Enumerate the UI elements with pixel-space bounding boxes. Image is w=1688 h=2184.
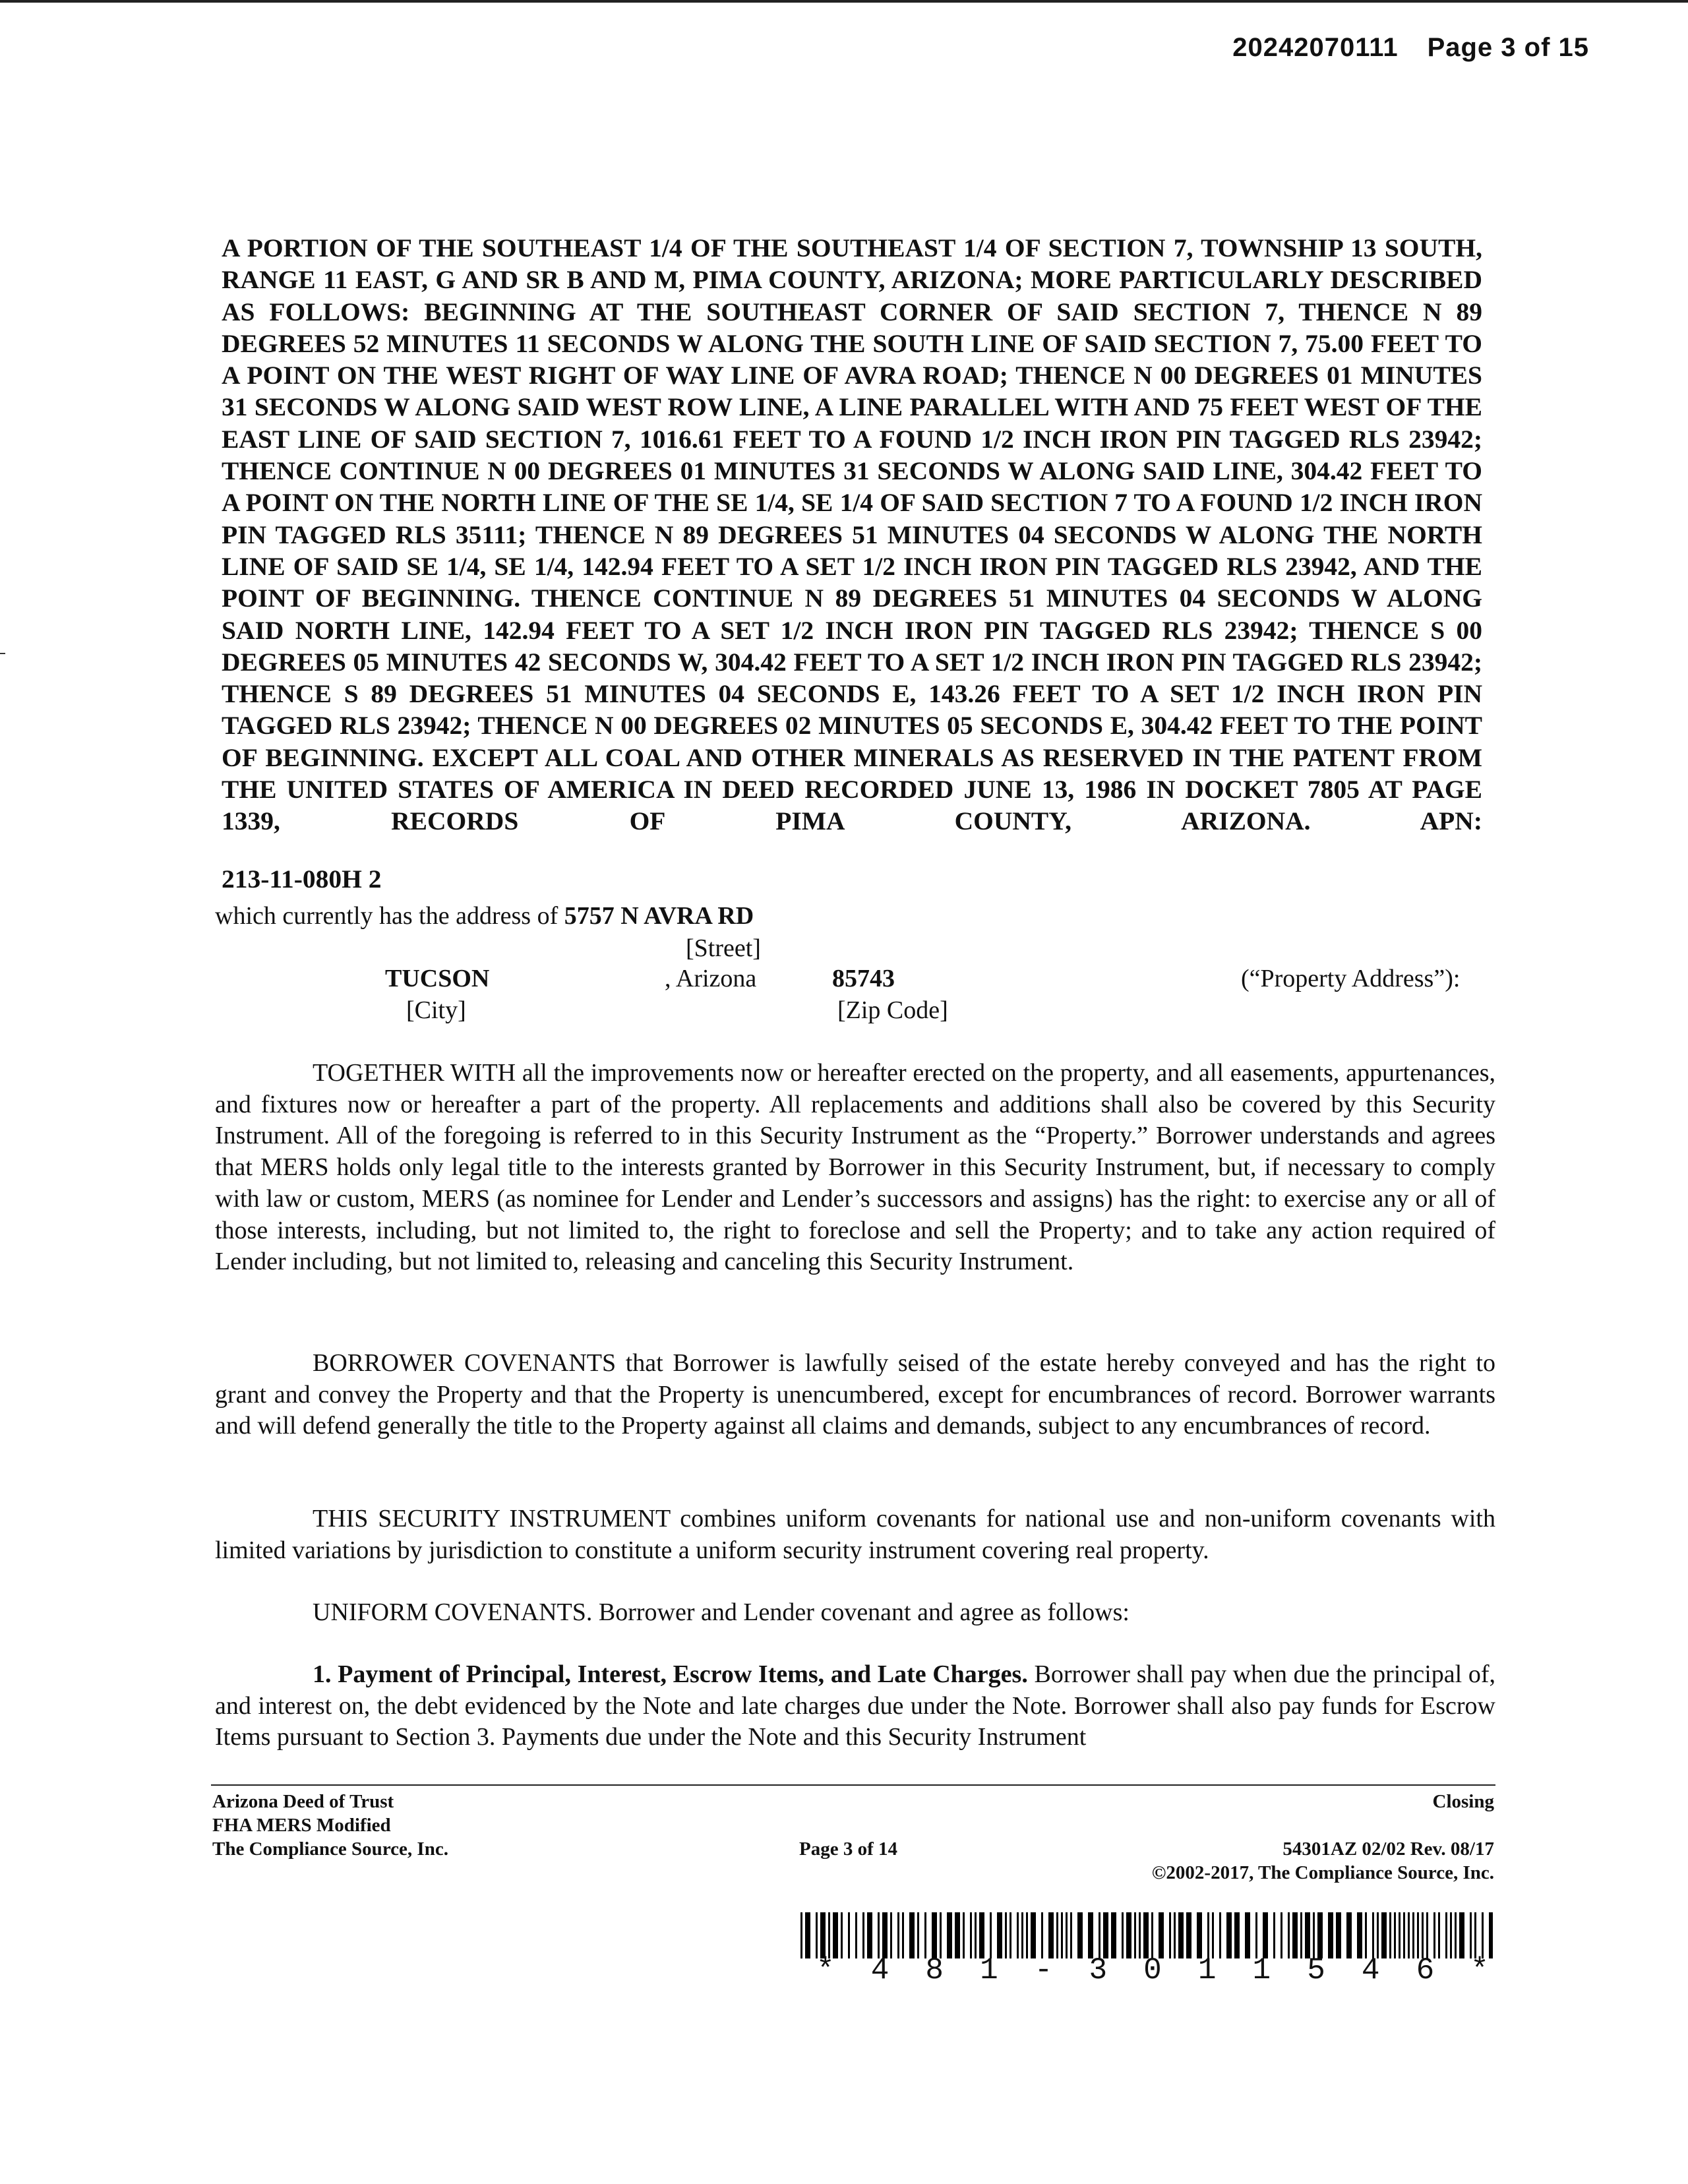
borrower-covenants-paragraph [215, 1348, 1495, 1442]
barcode-char: 1 [980, 1953, 998, 1987]
barcode-char: * [1470, 1953, 1489, 1987]
barcode-bar [1005, 1912, 1007, 1958]
footer-company: The Compliance Source, Inc. [212, 1838, 448, 1860]
barcode-bar [1288, 1912, 1290, 1958]
barcode-bar [1048, 1912, 1054, 1958]
barcode-char: 1 [1252, 1953, 1271, 1987]
zip-label: [Zip Code] [837, 996, 948, 1024]
barcode-bar [1336, 1912, 1341, 1958]
city-value: TUCSON [385, 965, 490, 992]
barcode-bar [833, 1912, 838, 1958]
barcode-bar [1377, 1912, 1379, 1958]
barcode-bar [1178, 1912, 1184, 1958]
footer-form-title: Arizona Deed of Trust [212, 1791, 394, 1812]
city-label: [City] [406, 996, 466, 1024]
barcode-bar [1021, 1912, 1023, 1958]
barcode-bar [1281, 1912, 1282, 1958]
footer-right [1152, 1837, 1494, 1885]
barcode-bar [940, 1912, 942, 1958]
section-1-heading: 1. Payment of Principal, Interest, Escrow Items, and Late Charges. [313, 1660, 1028, 1688]
barcode-bar [1482, 1912, 1484, 1958]
barcode-bar [848, 1912, 850, 1958]
barcode-bar [1403, 1912, 1405, 1958]
barcode-bar [1031, 1912, 1036, 1958]
recording-stamp [1232, 33, 1589, 63]
barcode-bar [1070, 1912, 1072, 1958]
recording-number: 20242070111 [1232, 33, 1399, 62]
together-with-text: TOGETHER WITH all the improvements now or hereafter erected on the property, and all easements, appurtenances, and fixtures now or hereafter a part of the property. All replacements and additions shall also be covered by this Security Instrument. All of the foregoing is referred to in this Security Instrument as the “Property.” Borrower understands and agrees that MERS holds only legal title to the interests granted by Borrower in this Security Instrument, but, if necessary to comply with law or custom, MERS (as nominee for Lender and Lender’s successors and assigns) has the right: to exercise any or all of those interests, including, but not limited to, the right to foreclose and sell the Property; and to take any action required of Lender including, but not limited to, releasing and canceling this Security Instrument. [215, 1059, 1495, 1276]
barcode-bar [1143, 1912, 1149, 1958]
barcode-bar [1159, 1912, 1164, 1958]
barcode-bar [878, 1912, 880, 1958]
barcode-bar [1389, 1912, 1391, 1958]
barcode-bar [1273, 1912, 1275, 1958]
barcode-bar [882, 1912, 888, 1958]
barcode-char: * [816, 1953, 835, 1987]
document-barcode [800, 1912, 1493, 1958]
barcode-bar [1026, 1912, 1028, 1958]
street-label: [Street] [686, 934, 761, 962]
security-instrument-paragraph [215, 1503, 1495, 1566]
barcode-bar [1381, 1912, 1387, 1958]
barcode-bar [1455, 1912, 1457, 1958]
barcode-bar [816, 1912, 818, 1958]
barcode-bar [1151, 1912, 1153, 1958]
barcode-bar [1300, 1912, 1302, 1958]
barcode-char: 4 [1361, 1953, 1380, 1987]
barcode-bar [1061, 1912, 1063, 1958]
barcode-bar [1234, 1912, 1240, 1958]
barcode-char: 0 [1143, 1953, 1162, 1987]
barcode-bar [1372, 1912, 1374, 1958]
barcode-bar [1017, 1912, 1019, 1958]
state-value: , Arizona [665, 965, 757, 992]
barcode-bar [1422, 1912, 1424, 1958]
zip-value: 85743 [832, 965, 895, 992]
barcode-bar [862, 1912, 864, 1958]
barcode-bar [932, 1912, 937, 1958]
barcode-bar [975, 1912, 977, 1958]
scan-edge-mark [0, 653, 5, 654]
barcode-bar [1103, 1912, 1108, 1958]
recording-page: Page 3 of 15 [1427, 33, 1589, 62]
barcode-bar [1365, 1912, 1367, 1958]
barcode-bar [1313, 1912, 1315, 1958]
barcode-bar [1394, 1912, 1396, 1958]
barcode-bar [1328, 1912, 1333, 1958]
barcode-caption [816, 1953, 1489, 1987]
footer-rule [211, 1784, 1495, 1786]
barcode-bar [1489, 1912, 1493, 1958]
uniform-covenants-paragraph [215, 1597, 1495, 1629]
barcode-bar [1010, 1912, 1011, 1958]
barcode-bar [897, 1912, 899, 1958]
barcode-bar [805, 1912, 810, 1958]
legal-apn: 213-11-080H 2 [222, 864, 382, 894]
barcode-bar [1139, 1912, 1141, 1958]
barcode-bar [1445, 1912, 1447, 1958]
barcode-bar [1245, 1912, 1250, 1958]
barcode-bar [947, 1912, 952, 1958]
barcode-bar [1417, 1912, 1419, 1958]
footer-page-number: Page 3 of 14 [799, 1838, 897, 1860]
barcode-bar [1438, 1912, 1440, 1958]
barcode-bar [1077, 1912, 1083, 1958]
barcode-bar [917, 1912, 919, 1958]
legal-description: A PORTION OF THE SOUTHEAST 1/4 OF THE SOUTHEAST 1/4 OF SECTION 7, TOWNSHIP 13 SOUTH, RANGE 11 EAST, G AND SR B AND M, PIMA COUNTY, ARIZONA; MORE PARTICULARLY DESCRIBED AS FOLLOWS: BEGINNING AT THE SOUTHEAST CORNER OF SAID SECTION 7, THENCE N 89 DEGREES 52 MINUTES 11 SECONDS W ALONG THE SOUTH LINE OF SAID SECTION 7, 75.00 FEET TO A POINT ON THE WEST RIGHT OF WAY LINE OF AVRA ROAD; THENCE N 00 DEGREES 01 MINUTES 31 SECONDS W ALONG SAID WEST ROW LINE, A LINE PARALLEL WITH AND 75 FEET WEST OF THE EAST LINE OF SAID SECTION 7, 1016.61 FEET TO A FOUND 1/2 INCH IRON PIN TAGGED RLS 23942; THENCE CONTINUE N 00 DEGREES 01 MINUTES 31 SECONDS W ALONG SAID LINE, 304.42 FEET TO A POINT ON THE NORTH LINE OF THE SE 1/4, SE 1/4 OF SAID SECTION 7 TO A FOUND 1/2 INCH IRON PIN TAGGED RLS 35111; THENCE N 89 DEGREES 51 MINUTES 04 SECONDS W ALONG THE NORTH LINE OF SAID SE 1/4, SE 1/4, 142.94 FEET TO A SET 1/2 INCH IRON PIN TAGGED RLS 23942, AND THE POINT OF BEGINNING. THENCE CONTINUE N 89 DEGREES 51 MINUTES 04 SECONDS W ALONG SAID NORTH LINE, 142.94 FEET TO A SET 1/2 INCH IRON PIN TAGGED RLS 23942; THENCE S 00 DEGREES 05 MINUTES 42 SECONDS W, 304.42 FEET TO A SET 1/2 INCH IRON PIN TAGGED RLS 23942; THENCE S 89 DEGREES 51 MINUTES 04 SECONDS E, 143.26 FEET TO A SET 1/2 INCH IRON PIN TAGGED RLS 23942; THENCE N 00 DEGREES 02 MINUTES 05 SECONDS E, 304.42 FEET TO THE POINT OF BEGINNING. EXCEPT ALL COAL AND OTHER MINERALS AS RESERVED IN THE PATENT FROM THE UNITED STATES OF AMERICA IN DEED RECORDED JUNE 13, 1986 IN DOCKET 7805 AT PAGE 1339, RECORDS OF PIMA COUNTY, ARIZONA. APN: [222, 233, 1482, 836]
barcode-bar [1126, 1912, 1131, 1958]
section-1-text: Borrower shall pay when due the principal of, and interest on, the debt evidenced by the Note and late charges due under the Note. Borrower shall also pay funds for Escrow Items pursuant to Section 3. Payments due under the Note and this Security Instrument [215, 1660, 1495, 1751]
barcode-bar [1408, 1912, 1410, 1958]
barcode-bar [1426, 1912, 1428, 1958]
barcode-bar [1305, 1912, 1310, 1958]
footer-left [212, 1790, 448, 1861]
barcode-bar [1399, 1912, 1401, 1958]
barcode-bar [1474, 1912, 1476, 1958]
barcode-bar [1066, 1912, 1068, 1958]
barcode-char: - [1034, 1953, 1053, 1987]
together-with-paragraph [215, 1058, 1495, 1278]
barcode-bar [1056, 1912, 1058, 1958]
barcode-bar [1292, 1912, 1298, 1958]
barcode-bar [855, 1912, 857, 1958]
borrower-covenants-text: BORROWER COVENANTS that Borrower is lawfully seised of the estate hereby conveyed and has the right to grant and convey the Property and that the Property is unencumbered, except for encumbrances of record. Borrower warrants and will defend generally the title to the Property against all claims and demands, subject to any encumbrances of record. [215, 1349, 1495, 1440]
barcode-bar [979, 1912, 984, 1958]
barcode-bar [1207, 1912, 1209, 1958]
property-address-label: (“Property Address”): [1241, 965, 1461, 992]
footer-form-variant: FHA MERS Modified [212, 1815, 391, 1836]
barcode-bar [1212, 1912, 1214, 1958]
barcode-bar [1197, 1912, 1202, 1958]
uniform-covenants-text: UNIFORM COVENANTS. Borrower and Lender covenant and agree as follows: [313, 1598, 1130, 1626]
barcode-char: 8 [925, 1953, 944, 1987]
barcode-char: 3 [1089, 1953, 1108, 1987]
barcode-char: 4 [870, 1953, 889, 1987]
barcode-bar [820, 1912, 826, 1958]
barcode-bar [924, 1912, 926, 1958]
barcode-bar [1357, 1912, 1362, 1958]
barcode-bar [1255, 1912, 1257, 1958]
street-address: 5757 N AVRA RD [564, 902, 754, 930]
barcode-bar [1346, 1912, 1352, 1958]
footer-closing: Closing [1432, 1791, 1494, 1812]
barcode-bar [990, 1912, 992, 1958]
barcode-bar [1412, 1912, 1414, 1958]
barcode-char: 6 [1416, 1953, 1435, 1987]
barcode-bar [1111, 1912, 1116, 1958]
footer-form-number: 54301AZ 02/02 Rev. 08/17 [1282, 1838, 1494, 1860]
barcode-bar [867, 1912, 872, 1958]
barcode-bar [841, 1912, 843, 1958]
barcode-bar [1134, 1912, 1136, 1958]
barcode-bar [970, 1912, 972, 1958]
barcode-bar [1263, 1912, 1268, 1958]
section-1-paragraph [215, 1659, 1495, 1753]
barcode-bar [1186, 1912, 1191, 1958]
barcode-bar [1450, 1912, 1452, 1958]
barcode-bar [1088, 1912, 1093, 1958]
barcode-bar [800, 1912, 802, 1958]
barcode-bar [890, 1912, 892, 1958]
footer-copyright: ©2002-2017, The Compliance Source, Inc. [1151, 1862, 1494, 1883]
barcode-char: 1 [1197, 1953, 1217, 1987]
barcode-bar [1226, 1912, 1232, 1958]
barcode-bar [1459, 1912, 1464, 1958]
barcode-bar [1219, 1912, 1221, 1958]
barcode-bar [1041, 1912, 1043, 1958]
address-intro: which currently has the address of [215, 902, 558, 930]
top-edge-rule [0, 0, 1688, 3]
barcode-bar [1174, 1912, 1176, 1958]
barcode-bar [1433, 1912, 1435, 1958]
barcode-bar [955, 1912, 960, 1958]
barcode-bar [997, 1912, 1002, 1958]
barcode-bar [828, 1912, 830, 1958]
address-intro-line [215, 901, 754, 930]
barcode-bar [1169, 1912, 1171, 1958]
barcode-bar [1470, 1912, 1472, 1958]
barcode-bar [1122, 1912, 1124, 1958]
barcode-bar [1099, 1912, 1100, 1958]
barcode-bar [909, 1912, 915, 1958]
barcode-bar [963, 1912, 965, 1958]
barcode-char: 5 [1307, 1953, 1325, 1987]
barcode-bar [902, 1912, 904, 1958]
barcode-bar [1317, 1912, 1323, 1958]
security-instrument-text: THIS SECURITY INSTRUMENT combines uniform covenants for national use and non-uniform covenants with limited variations by jurisdiction to constitute a uniform security instrument covering real property. [215, 1505, 1495, 1564]
